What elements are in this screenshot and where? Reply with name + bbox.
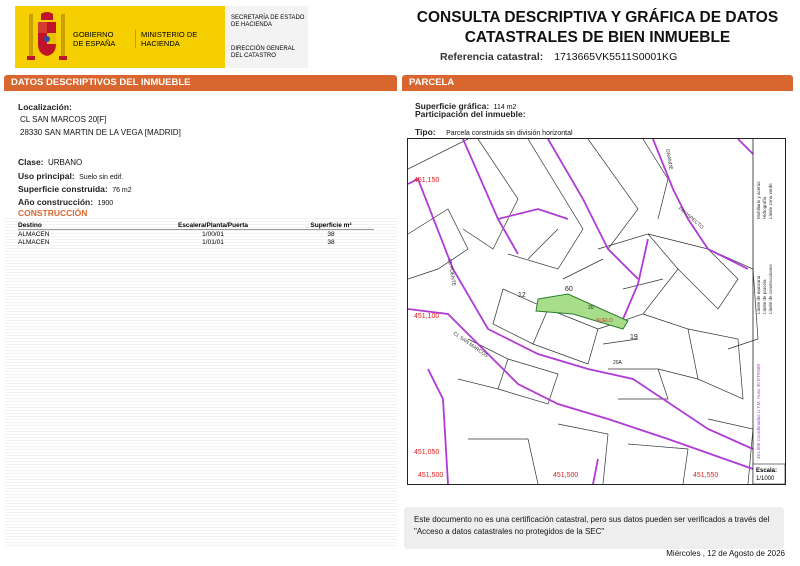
parcel-label: SUELO bbox=[596, 318, 613, 324]
location-city: 28330 SAN MARTIN DE LA VEGA [MADRID] bbox=[20, 128, 181, 137]
construccion-title: CONSTRUCCIÓN bbox=[18, 208, 88, 218]
coat-of-arms-icon bbox=[23, 10, 71, 64]
direccion-label: DIRECCIÓN GENERAL DEL CATASTRO bbox=[231, 46, 295, 59]
participacion-label: Participación del inmueble: bbox=[415, 109, 526, 119]
section-bar-parcela: PARCELA bbox=[402, 75, 793, 91]
table-cell: 38 bbox=[327, 230, 335, 238]
cadastral-map-drawing bbox=[408, 139, 785, 484]
table-header: Superficie m² bbox=[310, 221, 352, 229]
tipo-label: Tipo: bbox=[415, 127, 436, 137]
table-row bbox=[18, 230, 374, 239]
parcel-highlight bbox=[536, 294, 628, 329]
map-coord-label: 451,100 bbox=[414, 313, 440, 320]
logo-block bbox=[15, 6, 308, 68]
map-side-coord: 451,500 Coordenadas U.T.M. Huso 30 ETRS89 bbox=[756, 363, 761, 459]
reference-value: 1713665VK5511S0001KG bbox=[554, 51, 678, 63]
table-cell: ALMACEN bbox=[18, 238, 50, 246]
location-address: CL SAN MARCOS 20[F] bbox=[20, 115, 107, 124]
map-legend-item: Límite de manzana bbox=[756, 275, 761, 314]
table-cell: 1/01/01 bbox=[202, 238, 224, 246]
map-coord-label: 451,500 bbox=[553, 472, 579, 479]
gobierno-label: GOBIERNO DE ESPAÑA bbox=[73, 30, 116, 48]
map-legend-item: Hidrografía bbox=[762, 196, 767, 219]
scale-label: Escala: bbox=[756, 468, 778, 474]
clase-value: URBANO bbox=[47, 158, 83, 167]
ano-value: 1900 bbox=[97, 200, 114, 207]
uso-label: Uso principal: bbox=[18, 171, 75, 181]
document-date: Miércoles , 12 de Agosto de 2026 bbox=[666, 549, 785, 558]
street-label: CL FUENTE bbox=[446, 258, 457, 287]
notice-box bbox=[404, 507, 784, 549]
table-header: Destino bbox=[18, 221, 42, 229]
tipo-value: Parcela construida sin división horizontal bbox=[446, 130, 573, 137]
map-number: 19 bbox=[630, 334, 638, 341]
table-header: Escalera/Planta/Puerta bbox=[177, 221, 249, 229]
map-number: 12 bbox=[518, 292, 526, 299]
table-cell: 38 bbox=[327, 238, 335, 246]
street-label: PROSPECTO bbox=[676, 205, 705, 231]
government-logo bbox=[15, 6, 225, 68]
construccion-table bbox=[18, 221, 374, 246]
street-label: GRANDE bbox=[664, 148, 674, 171]
clase-label: Clase: bbox=[18, 157, 44, 167]
ruled-area bbox=[4, 216, 397, 548]
uso-value: Suelo sin edif. bbox=[79, 174, 124, 181]
notice-text: Este documento no es una certificación catastral, pero sus datos pueden ser verificados a través del "Acceso a datos catastrales no protegidos de la SEC" bbox=[414, 515, 770, 536]
map-coord-label: 451,500 bbox=[418, 472, 444, 479]
table-cell: 1/00/01 bbox=[202, 230, 224, 238]
street-label: CL SAN MARCOS bbox=[451, 330, 490, 360]
table-cell: ALMACEN bbox=[18, 230, 50, 238]
superficie-grafica-label: Superficie gráfica: bbox=[415, 101, 490, 111]
secretaria-label: SECRETARÍA DE ESTADO DE HACIENDA bbox=[231, 15, 305, 28]
ministerio-label: MINISTERIO DE HACIENDA bbox=[135, 30, 221, 48]
superficie-label: Superficie construida: bbox=[18, 184, 108, 194]
agency-label-box bbox=[225, 6, 308, 68]
reference-label: Referencia catastral: bbox=[440, 51, 544, 63]
document-title: CONSULTA DESCRIPTIVA Y GRÁFICA DE DATOS CATASTRALES DE BIEN INMUEBLE bbox=[416, 9, 779, 46]
superficie-grafica-value: 114 m2 bbox=[493, 104, 517, 111]
map-legend-item: Mobiliario y aceras bbox=[756, 181, 761, 219]
map-coord-label: 451,150 bbox=[414, 177, 440, 184]
reference-line bbox=[440, 51, 785, 63]
superficie-value: 76 m2 bbox=[112, 187, 132, 194]
map-number: 20A bbox=[613, 360, 622, 366]
location-label: Localización: bbox=[18, 102, 72, 112]
ano-label: Año construcción: bbox=[18, 197, 94, 207]
table-header-row bbox=[18, 221, 374, 230]
map-coord-label: 451,050 bbox=[414, 449, 440, 456]
scale-value: 1/1000 bbox=[756, 476, 775, 482]
map-number: 20 bbox=[588, 305, 594, 311]
map-number: 60 bbox=[565, 286, 573, 293]
map-legend-item: Límite zona verde bbox=[768, 183, 773, 219]
map-legend-item: Límite de construcciones bbox=[768, 264, 773, 314]
map-legend-item: Límite de parcela bbox=[762, 279, 767, 314]
table-row bbox=[18, 238, 374, 246]
map-coord-label: 451,550 bbox=[693, 472, 719, 479]
descriptive-panel bbox=[4, 91, 397, 548]
cadastral-map[interactable] bbox=[407, 138, 786, 485]
section-bar-descriptive: DATOS DESCRIPTIVOS DEL INMUEBLE bbox=[4, 75, 397, 91]
